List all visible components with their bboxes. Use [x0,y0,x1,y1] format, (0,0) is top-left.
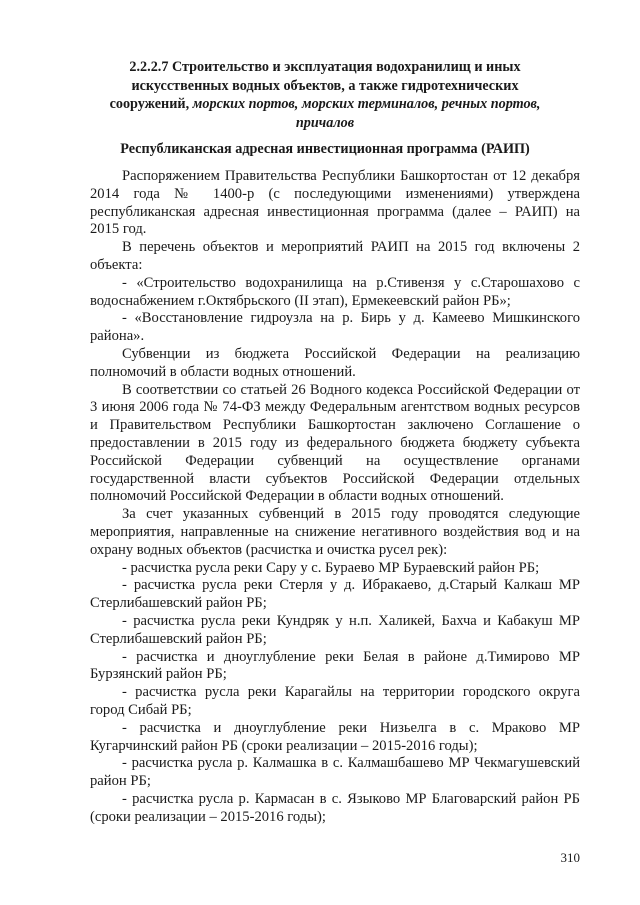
list-item: - «Восстановление гидроузла на р. Бирь у д. Камеево Мишкинского района». [90,310,580,345]
page-number: 310 [560,850,580,865]
paragraph: В перечень объектов и мероприятий РАИП на 2015 год включены 2 объекта: [90,239,580,273]
list-item: - «Строительство водохранилища на р.Стивензя у с.Старошахово с водоснабжением г.Октябрьского (II этап), Ермекеевский район РБ»; [90,274,580,309]
list-item: - расчистка и дноуглубление реки Белая в районе д.Тимирово МР Бурзянский район РБ; [90,648,580,683]
list-item: - расчистка русла р. Кармасан в с. Языково МР Благоварский район РБ (сроки реализации – 2015-2016 годы); [90,790,580,825]
list-item: - расчистка русла реки Сару у с. Бураево МР Бураевский район РБ; [122,559,540,576]
program-title: Республиканская адресная инвестиционная программа (РАИП) [120,141,530,157]
paragraph: Субвенции из бюджета Российской Федерации на реализацию полномочий в области водных отношений. [90,345,580,380]
paragraph: В соответствии со статьей 26 Водного кодекса Российской Федерации от 3 июня 2006 года № 74-ФЗ между Федеральным агентством водных ресурсов и Правительством Республики Башкортостан заключено Соглашение о предоставлении в 2015 году из федерального бюджета бюджету субъекта Российской Федерации субвенций на осуществление органами государственной власти субъектов Российской Федерации отдельных полномочий Российской Федерации в области водных отношений. [90,381,580,505]
list-item: - расчистка русла реки Карагайлы на территории городского округа город Сибай РБ; [90,684,580,718]
list-item: - расчистка и дноуглубление реки Низьелга в с. Мраково МР Кугарчинский район РБ (сроки реализации – 2015-2016 годы); [90,719,580,754]
list-item: - расчистка русла реки Кундряк у н.п. Халикей, Бахча и Кабакуш МР Стерлибашевский район РБ; [90,612,580,647]
list-item: - расчистка русла р. Калмашка в с. Калмашбашево МР Чекмагушевский район РБ; [90,755,580,790]
body-text [90,168,580,826]
section-heading-main: 2.2.2.7 Строительство и эксплуатация водохранилищ и иных искусственных водных объектов, а также гидротехнических сооружений, [109,59,521,112]
paragraph: За счет указанных субвенций в 2015 году проводятся следующие мероприятия, направленные на снижение негативного воздействия вод и на охрану водных объектов (расчистка и очистка русел рек): [90,506,580,558]
paragraph: Распоряжением Правительства Республики Башкортостан от 12 декабря 2014 года № 1400-р (с последующими изменениями) утверждена республиканская адресная инвестиционная программа (далее – РАИП) на 2015 год. [90,168,580,238]
list-item: - расчистка русла реки Стерля у д. Ибракаево, д.Старый Калкаш МР Стерлибашевский район РБ; [90,577,580,612]
section-heading [100,58,550,132]
section-heading-italic: морских портов, морских терминалов, речных портов, причалов [192,96,541,131]
